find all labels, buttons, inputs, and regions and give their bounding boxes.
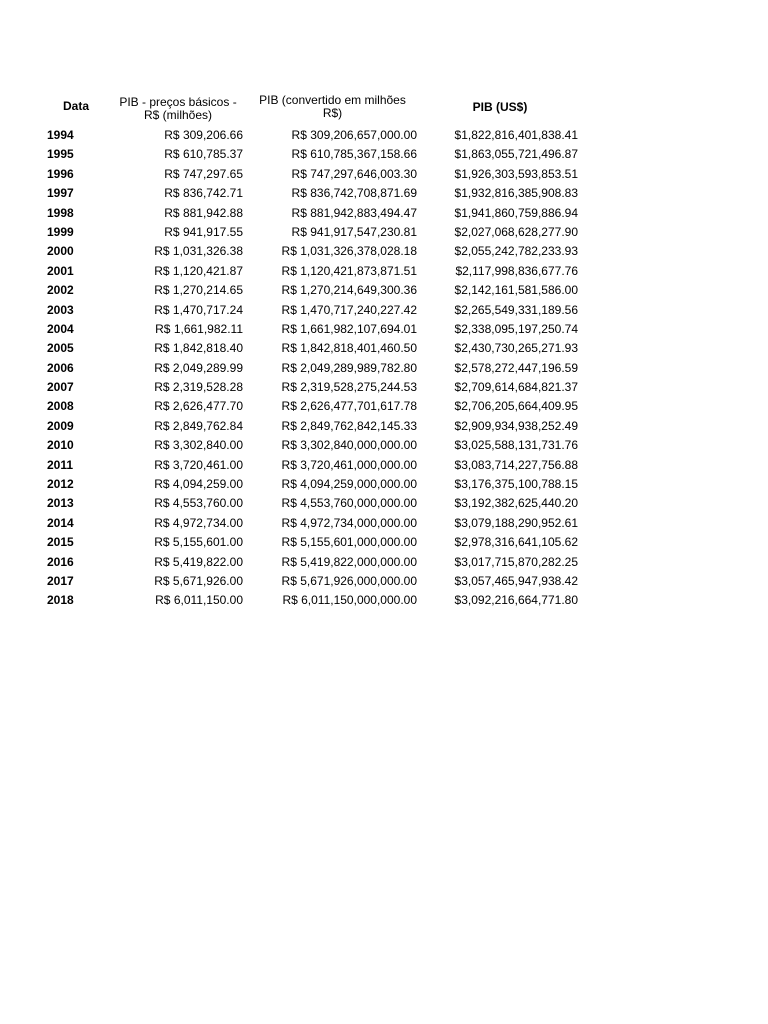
cell-pib-usd: $2,265,549,331,189.56 [454, 302, 578, 317]
cell-pib-convertido: R$ 5,419,822,000,000.00 [281, 554, 417, 569]
cell-year: 2015 [47, 535, 74, 550]
cell-pib-precos-basicos: R$ 4,094,259.00 [154, 477, 243, 492]
cell-pib-convertido: R$ 4,094,259,000,000.00 [281, 477, 417, 492]
table-row [0, 533, 768, 552]
header-pib-precos-basicos-line1: PIB - preços básicos - [119, 95, 237, 109]
cell-pib-usd: $2,027,068,628,277.90 [454, 224, 578, 239]
cell-pib-usd: $2,117,998,836,677.76 [455, 263, 578, 278]
table-row [0, 165, 768, 184]
cell-year: 2016 [47, 554, 74, 569]
header-pib-convertido [250, 94, 415, 120]
cell-pib-convertido: R$ 4,553,760,000,000.00 [281, 496, 417, 511]
cell-year: 1996 [47, 166, 74, 181]
table-row [0, 494, 768, 513]
cell-pib-convertido: R$ 941,917,547,230.81 [291, 224, 417, 239]
cell-pib-precos-basicos: R$ 3,302,840.00 [154, 438, 243, 453]
cell-pib-usd: $3,176,375,100,788.15 [454, 477, 578, 492]
cell-pib-convertido: R$ 610,785,367,158.66 [291, 147, 417, 162]
cell-pib-precos-basicos: R$ 1,661,982.11 [155, 321, 243, 336]
cell-pib-precos-basicos: R$ 1,270,214.65 [154, 283, 243, 298]
cell-pib-precos-basicos: R$ 2,626,477.70 [154, 399, 243, 414]
cell-pib-usd: $1,822,816,401,838.41 [454, 128, 578, 142]
cell-pib-precos-basicos: R$ 5,155,601.00 [154, 535, 243, 550]
table-row [0, 572, 768, 591]
cell-pib-usd: $2,978,316,641,105.62 [454, 535, 578, 550]
table-row [0, 223, 768, 242]
cell-pib-usd: $1,926,303,593,853.51 [454, 166, 578, 181]
header-pib-usd: PIB (US$) [472, 100, 528, 114]
cell-pib-precos-basicos: R$ 941,917.55 [164, 224, 243, 239]
cell-pib-convertido: R$ 6,011,150,000,000.00 [282, 593, 417, 608]
table-row [0, 417, 768, 436]
table-row [0, 339, 768, 358]
cell-pib-usd: $2,430,730,265,271.93 [454, 341, 578, 356]
cell-pib-precos-basicos: R$ 1,470,717.24 [154, 302, 243, 317]
cell-pib-precos-basicos: R$ 2,319,528.28 [154, 380, 243, 395]
cell-year: 2010 [47, 438, 74, 453]
cell-year: 2001 [47, 263, 74, 278]
cell-pib-precos-basicos: R$ 1,842,818.40 [154, 341, 243, 356]
cell-pib-usd: $2,055,242,782,233.93 [454, 244, 578, 259]
table-row [0, 514, 768, 533]
cell-pib-usd: $2,706,205,664,409.95 [454, 399, 578, 414]
cell-pib-convertido: R$ 2,049,289,989,782.80 [281, 360, 417, 375]
table-row [0, 262, 768, 281]
table-row [0, 397, 768, 416]
table-row [0, 204, 768, 223]
cell-pib-usd: $3,092,216,664,771.80 [454, 593, 578, 608]
cell-pib-precos-basicos: R$ 6,011,150.00 [155, 593, 243, 608]
cell-pib-usd: $3,017,715,870,282.25 [454, 554, 578, 569]
cell-year: 1995 [47, 147, 74, 162]
cell-pib-precos-basicos: R$ 4,972,734.00 [154, 515, 243, 530]
cell-pib-convertido: R$ 5,155,601,000,000.00 [281, 535, 417, 550]
cell-year: 2003 [47, 302, 74, 317]
cell-pib-usd: $2,142,161,581,586.00 [454, 283, 578, 298]
cell-pib-usd: $3,079,188,290,952.61 [454, 515, 578, 530]
cell-year: 2002 [47, 283, 74, 298]
cell-year: 2005 [47, 341, 74, 356]
table-row [0, 359, 768, 378]
table-row [0, 281, 768, 300]
cell-year: 2011 [47, 457, 74, 472]
table-row [0, 320, 768, 339]
table-row [0, 591, 768, 610]
cell-year: 2006 [47, 360, 74, 375]
table-row [0, 553, 768, 572]
cell-pib-precos-basicos: R$ 610,785.37 [164, 147, 243, 162]
cell-pib-convertido: R$ 4,972,734,000,000.00 [281, 515, 417, 530]
cell-pib-usd: $3,192,382,625,440.20 [454, 496, 578, 511]
cell-year: 2000 [47, 244, 74, 259]
cell-pib-precos-basicos: R$ 5,671,926.00 [154, 573, 243, 588]
cell-pib-precos-basicos: R$ 309,206.66 [164, 128, 243, 142]
cell-year: 2004 [47, 321, 74, 336]
cell-pib-convertido: R$ 1,120,421,873,871.51 [281, 263, 417, 278]
cell-year: 1999 [47, 224, 74, 239]
cell-year: 1997 [47, 186, 74, 201]
table-row [0, 301, 768, 320]
cell-pib-convertido: R$ 1,842,818,401,460.50 [281, 341, 417, 356]
table-row [0, 378, 768, 397]
header-pib-convertido-line2: R$) [322, 106, 343, 120]
cell-pib-usd: $3,025,588,131,731.76 [454, 438, 578, 453]
table-row [0, 126, 768, 145]
table-row [0, 145, 768, 164]
cell-pib-precos-basicos: R$ 836,742.71 [164, 186, 243, 201]
cell-pib-convertido: R$ 309,206,657,000.00 [291, 128, 417, 142]
cell-pib-convertido: R$ 1,661,982,107,694.01 [281, 321, 417, 336]
cell-pib-convertido: R$ 5,671,926,000,000.00 [281, 573, 417, 588]
table-row [0, 242, 768, 261]
cell-pib-precos-basicos: R$ 2,849,762.84 [154, 418, 243, 433]
cell-year: 2009 [47, 418, 74, 433]
cell-pib-precos-basicos: R$ 2,049,289.99 [154, 360, 243, 375]
cell-pib-convertido: R$ 2,626,477,701,617.78 [281, 399, 417, 414]
cell-year: 2017 [47, 573, 74, 588]
table-row [0, 184, 768, 203]
table-body [0, 126, 768, 611]
cell-year: 2008 [47, 399, 74, 414]
cell-year: 2013 [47, 496, 74, 511]
cell-pib-usd: $1,932,816,385,908.83 [454, 186, 578, 201]
cell-pib-usd: $2,909,934,938,252.49 [454, 418, 578, 433]
cell-pib-precos-basicos: R$ 3,720,461.00 [154, 457, 243, 472]
cell-pib-usd: $1,941,860,759,886.94 [454, 205, 578, 220]
cell-pib-precos-basicos: R$ 5,419,822.00 [154, 554, 243, 569]
header-pib-convertido-line1: PIB (convertido em milhões [259, 93, 406, 107]
table-row [0, 475, 768, 494]
cell-pib-usd: $2,338,095,197,250.74 [454, 321, 578, 336]
cell-pib-convertido: R$ 2,319,528,275,244.53 [281, 380, 417, 395]
cell-pib-precos-basicos: R$ 747,297.65 [164, 166, 243, 181]
cell-pib-precos-basicos: R$ 4,553,760.00 [154, 496, 243, 511]
table-row [0, 456, 768, 475]
cell-pib-precos-basicos: R$ 1,120,421.87 [154, 263, 243, 278]
header-data: Data [62, 99, 89, 113]
cell-pib-convertido: R$ 1,470,717,240,227.42 [281, 302, 417, 317]
cell-pib-convertido: R$ 1,031,326,378,028.18 [281, 244, 417, 259]
header-pib-precos-basicos [108, 96, 248, 122]
cell-year: 2018 [47, 593, 74, 608]
header-pib-precos-basicos-line2: R$ (milhões) [143, 108, 212, 122]
cell-pib-precos-basicos: R$ 881,942.88 [164, 205, 243, 220]
cell-year: 2012 [47, 477, 74, 492]
table-header-row [0, 92, 768, 126]
cell-pib-convertido: R$ 2,849,762,842,145.33 [281, 418, 417, 433]
cell-pib-convertido: R$ 881,942,883,494.47 [291, 205, 417, 220]
cell-pib-usd: $2,709,614,684,821.37 [454, 380, 578, 395]
cell-pib-convertido: R$ 3,720,461,000,000.00 [281, 457, 417, 472]
table-row [0, 436, 768, 455]
cell-year: 2007 [47, 380, 74, 395]
cell-pib-precos-basicos: R$ 1,031,326.38 [154, 244, 243, 259]
cell-year: 2014 [47, 515, 74, 530]
cell-pib-usd: $1,863,055,721,496.87 [454, 147, 578, 162]
cell-pib-convertido: R$ 3,302,840,000,000.00 [281, 438, 417, 453]
cell-pib-convertido: R$ 836,742,708,871.69 [291, 186, 417, 201]
cell-pib-usd: $3,083,714,227,756.88 [454, 457, 578, 472]
cell-pib-usd: $2,578,272,447,196.59 [454, 360, 578, 375]
cell-pib-convertido: R$ 1,270,214,649,300.36 [281, 283, 417, 298]
cell-pib-convertido: R$ 747,297,646,003.30 [291, 166, 417, 181]
cell-year: 1998 [47, 205, 74, 220]
cell-year: 1994 [47, 128, 74, 142]
cell-pib-usd: $3,057,465,947,938.42 [454, 573, 578, 588]
